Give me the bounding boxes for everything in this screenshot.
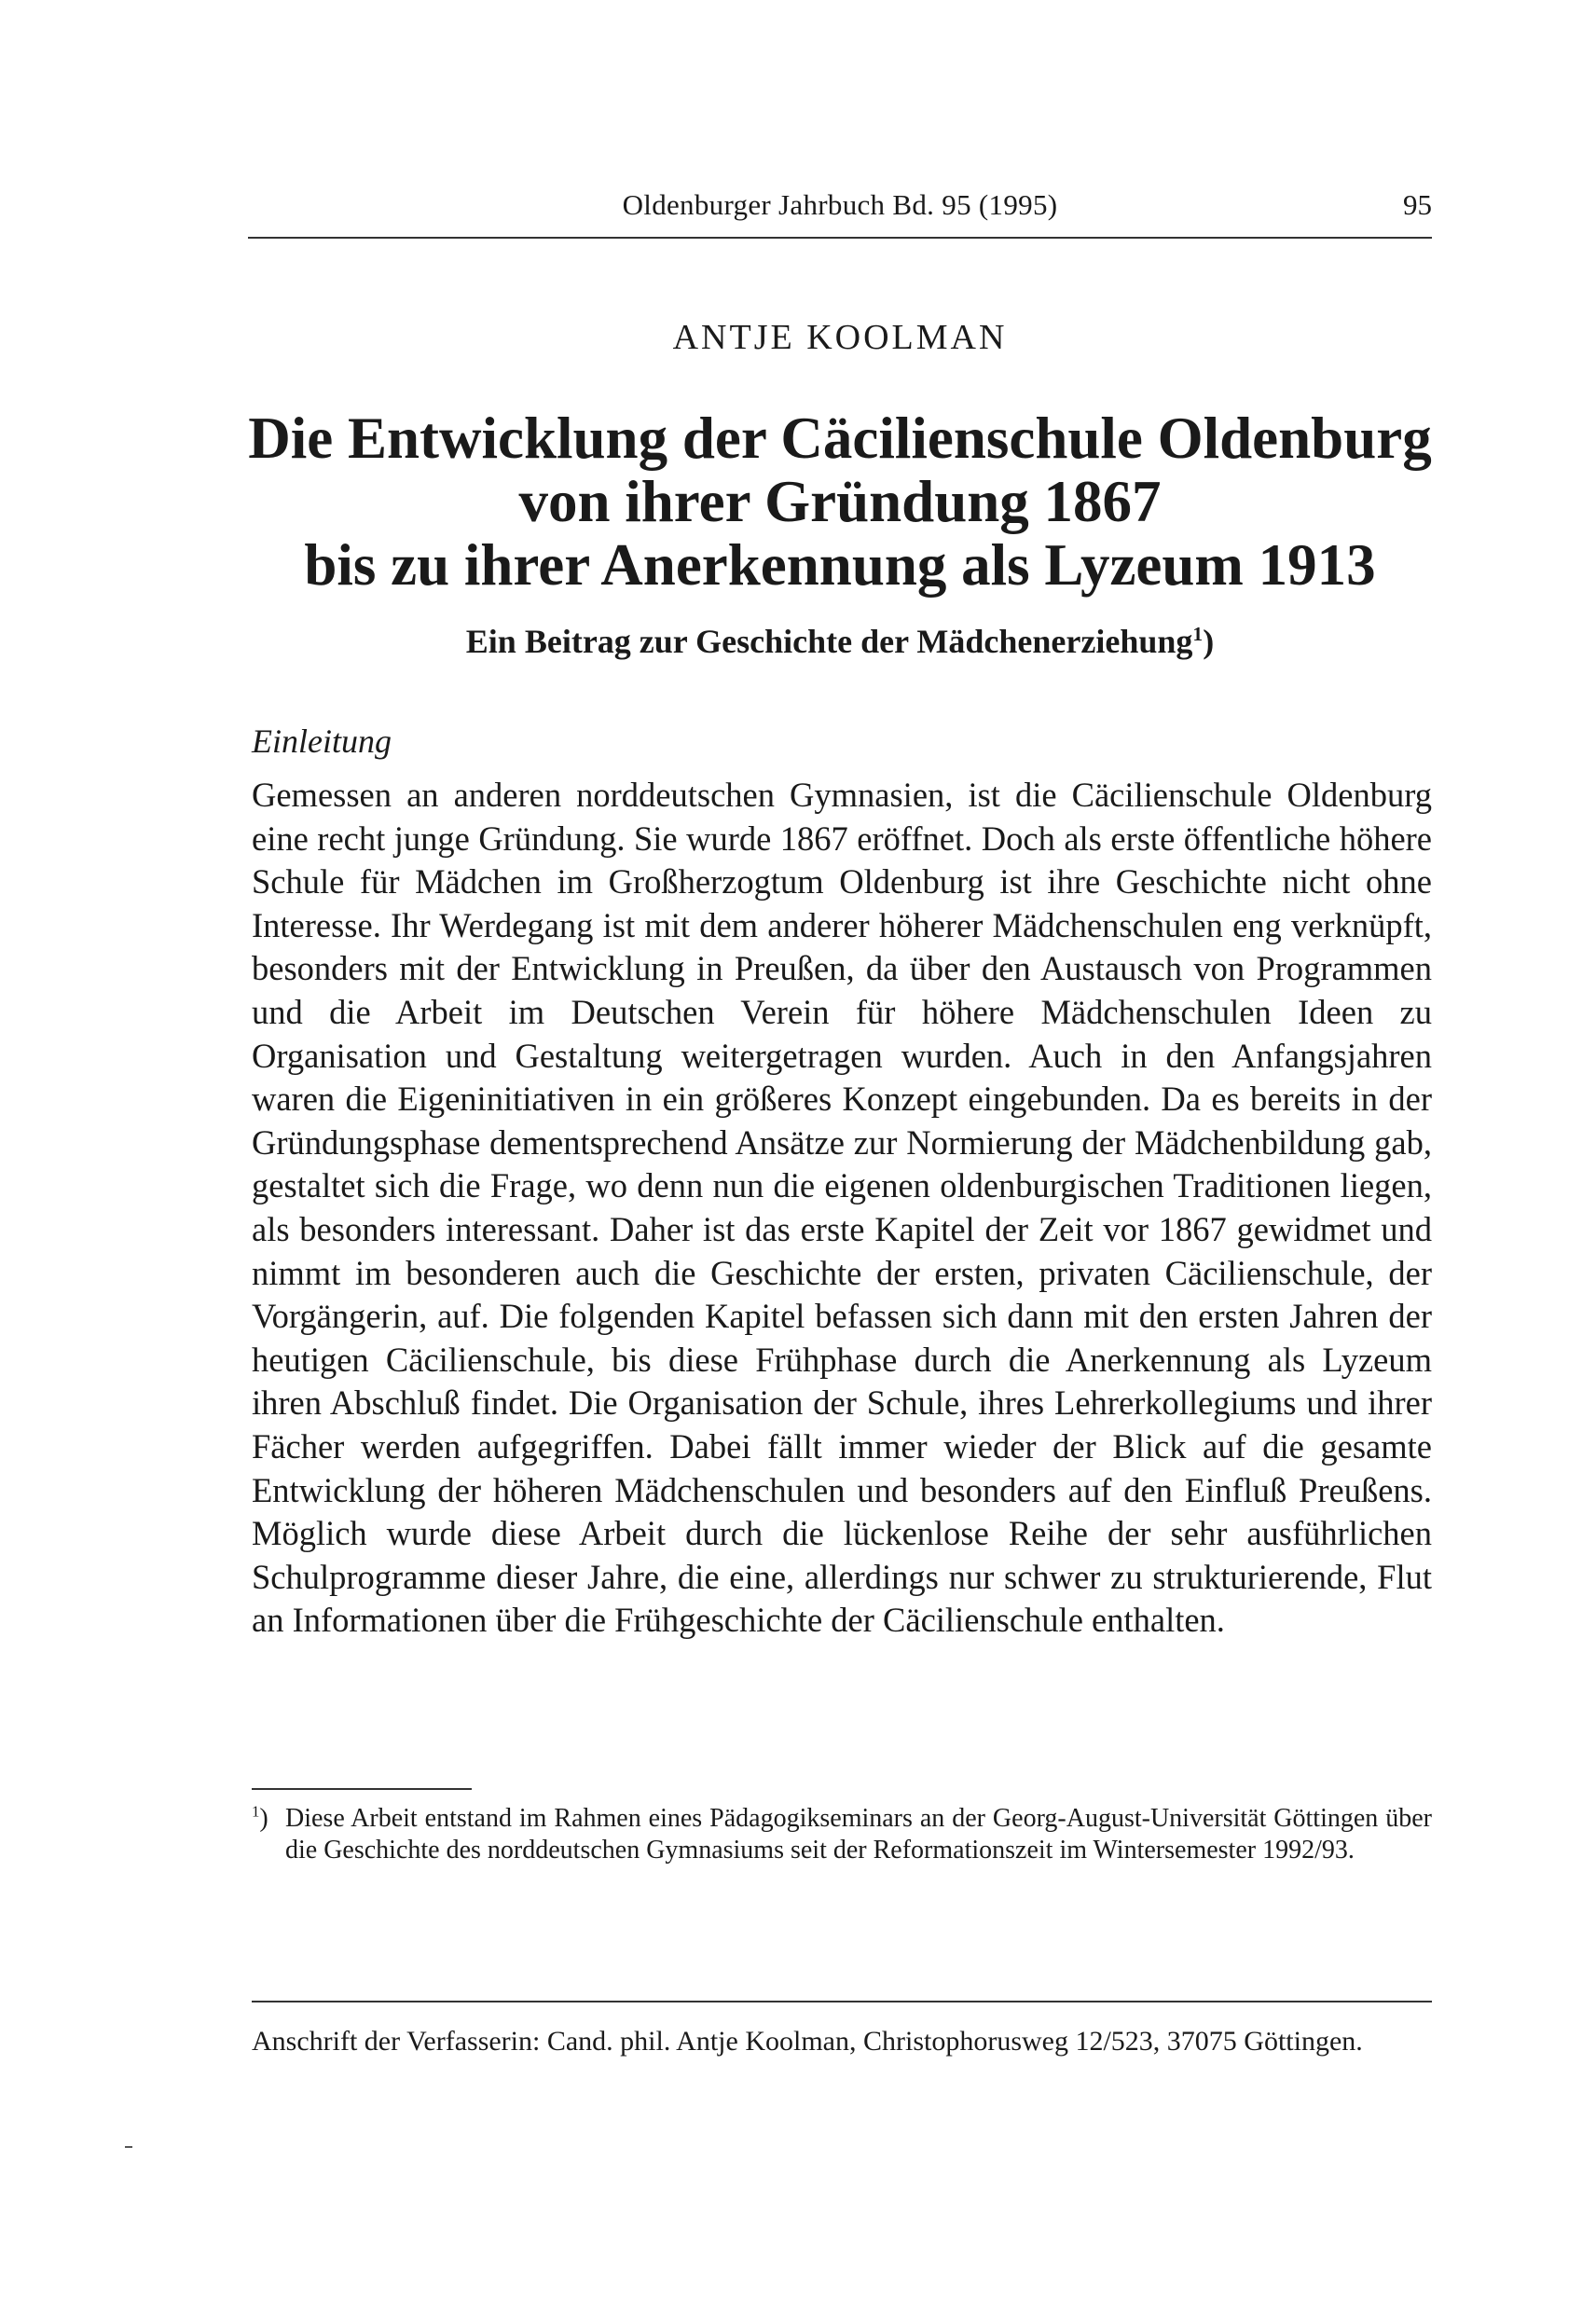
footnote-marker-number: 1 bbox=[252, 1802, 260, 1821]
title-line-3: bis zu ihrer Anerkennung als Lyzeum 1913 bbox=[304, 532, 1376, 598]
scan-speck bbox=[125, 2146, 132, 2148]
page-number: 95 bbox=[1403, 188, 1432, 221]
header-rule bbox=[248, 237, 1432, 239]
subtitle-text: Ein Beitrag zur Geschichte der Mädchenerziehung bbox=[465, 623, 1193, 660]
article-subtitle bbox=[248, 619, 1432, 664]
journal-title: Oldenburger Jahrbuch Bd. 95 (1995) bbox=[622, 188, 1058, 221]
running-head bbox=[248, 183, 1432, 227]
footnote-reference: 1 bbox=[1192, 623, 1204, 645]
section-heading: Einleitung bbox=[252, 722, 392, 760]
title-line-2: von ihrer Gründung 1867 bbox=[518, 469, 1162, 534]
title-line-1: Die Entwicklung der Cäcilienschule Oldenburg bbox=[248, 406, 1432, 471]
body-paragraph: Gemessen an anderen norddeutschen Gymnasien, ist die Cäcilienschule Oldenburg eine recht junge Gründung. Sie wurde 1867 eröffnet. Doch als erste öffentliche höhere Schule für Mädchen im Großherzogtum Oldenburg ist ihre Geschichte nicht ohne Interesse. Ihr Werdegang ist mit dem anderer höherer Mädchenschulen eng verknüpft, besonders mit der Entwicklung in Preußen, da über den Austausch von Programmen und die Arbeit im Deutschen Verein für höhere Mädchenschulen Ideen zu Organisation und Gestaltung weitergetragen wurden. Auch in den Anfangsjahren waren die Eigeninitiativen in ein größeres Konzept eingebunden. Da es bereits in der Gründungsphase dementsprechend Ansätze zur Normierung der Mädchenbildung gab, gestaltet sich die Frage, wo denn nun die eigenen oldenburgischen Traditionen liegen, als besonders interessant. Daher ist das erste Kapitel der Zeit vor 1867 gewidmet und nimmt im besonderen auch die Geschichte der ersten, privaten Cäcilienschule, der Vorgängerin, auf. Die folgenden Kapitel befassen sich dann mit den ersten Jahren der heutigen Cäcilienschule, bis diese Frühphase durch die Anerkennung als Lyzeum ihren Abschluß findet. Die Organisation der Schule, ihres Lehrerkollegiums und ihrer Fächer werden aufgegriffen. Dabei fällt immer wieder der Blick auf die gesamte Entwicklung der höheren Mädchenschulen und besonders auf den Einfluß Preußens. Möglich wurde diese Arbeit durch die lückenlose Reihe der sehr ausführlichen Schulprogramme dieser Jahre, die eine, allerdings nur schwer zu strukturierende, Flut an Informationen über die Frühgeschichte der Cäcilienschule enthalten. bbox=[252, 776, 1432, 1640]
footnote-text: Diese Arbeit entstand im Rahmen eines Pädagogikseminars an der Georg-August-Universität Göttingen über die Geschichte des norddeutschen Gymnasiums seit der Reformationszeit im Wintersemester 1992/93. bbox=[285, 1804, 1432, 1865]
footnote-reference-close: ) bbox=[1203, 623, 1215, 660]
footnote-marker-close: ) bbox=[259, 1804, 268, 1833]
article-author: ANTJE KOOLMAN bbox=[672, 318, 1008, 357]
footnote-marker bbox=[252, 1803, 268, 1835]
address-rule bbox=[252, 2001, 1432, 2002]
article-title bbox=[214, 406, 1465, 597]
footnote-rule bbox=[252, 1788, 472, 1790]
footnote bbox=[252, 1803, 1432, 1866]
author-address: Anschrift der Verfasserin: Cand. phil. Antje Koolman, Christophorusweg 12/523, 37075 Göttingen. bbox=[252, 2026, 1363, 2057]
